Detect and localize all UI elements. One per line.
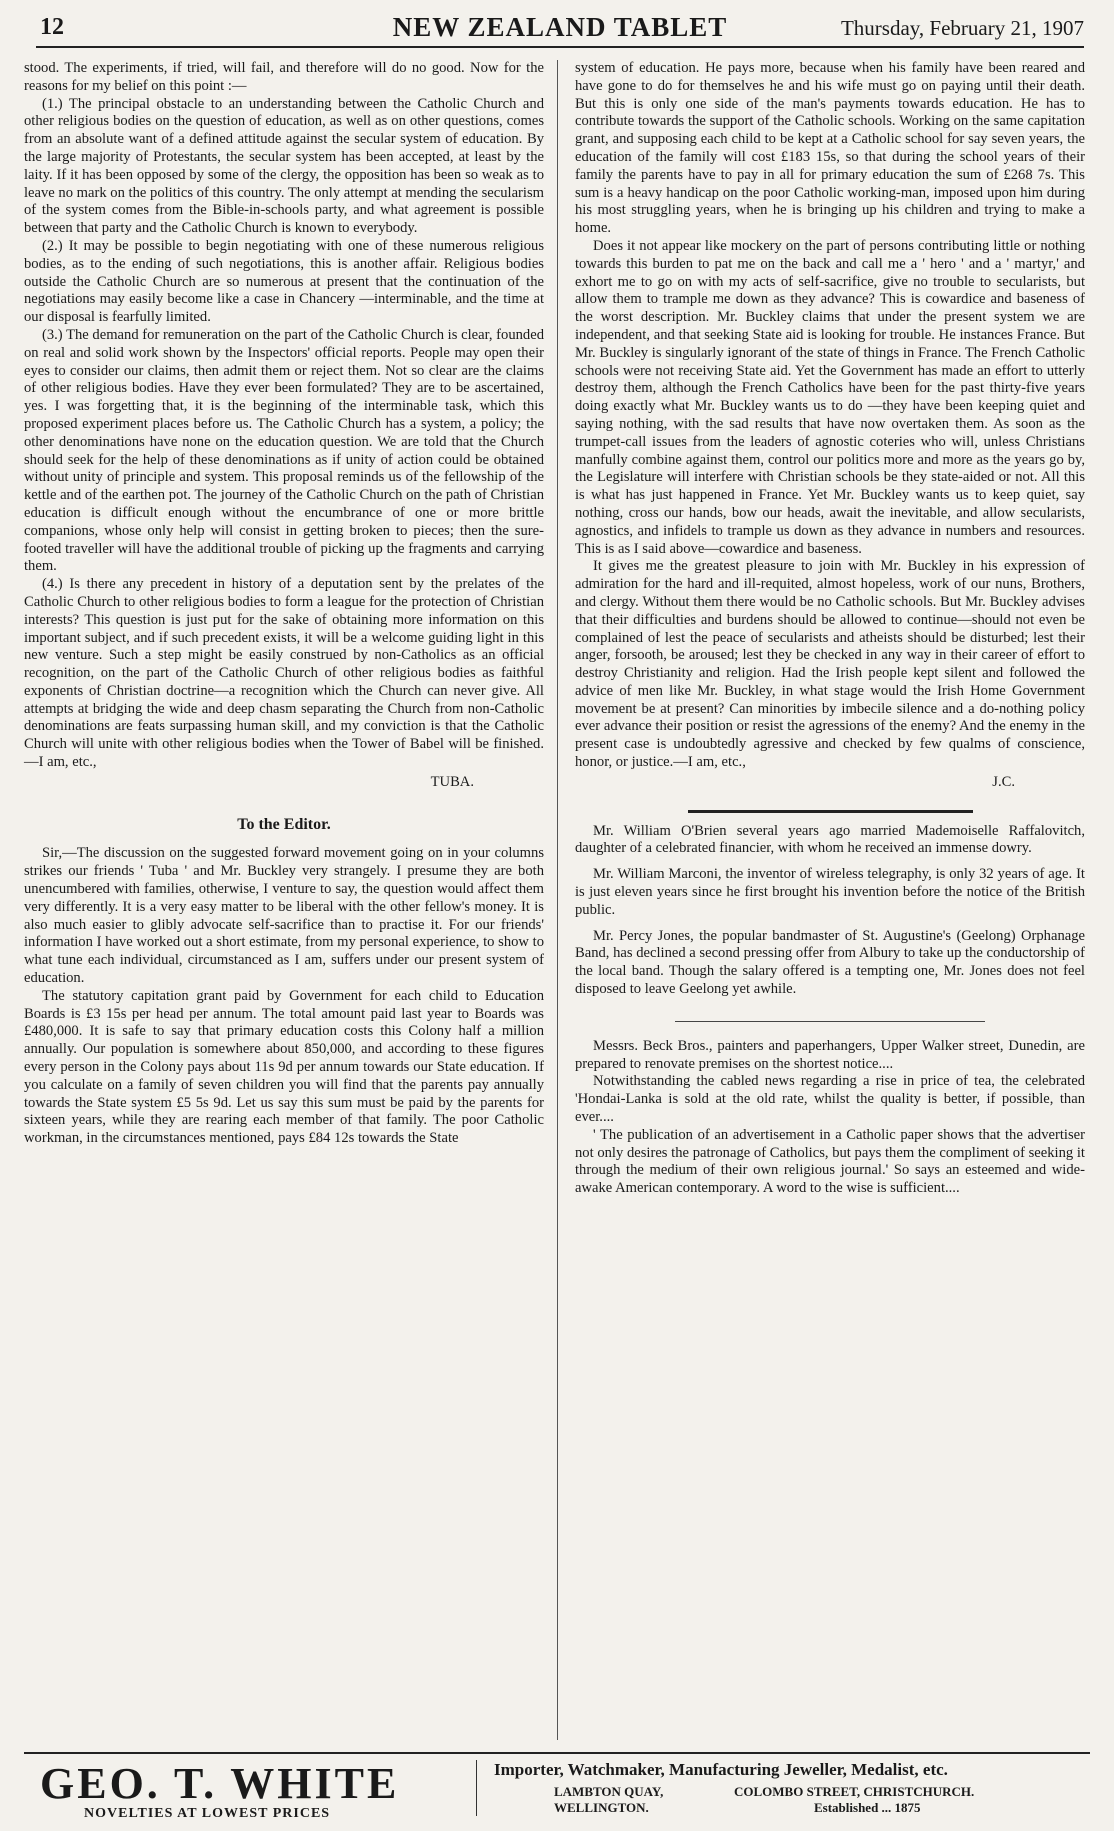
letter-heading: To the Editor. bbox=[237, 815, 331, 833]
signature-tuba: TUBA. bbox=[430, 773, 474, 790]
right-column bbox=[575, 60, 1085, 1198]
article-paragraph: (1.) The principal obstacle to an understanding between the Catholic Church and other religious bodies on the question of education, as well as on other questions, comes from an absolute want of a defined attitude against the secular system of education. By the large majority of Protestants, the secular system has been accepted, at least by the laity. If it has been opposed by some of the clergy, the opposition has been so weak as to leave no mark on the politics of this country. The only attempt at mending the secularism of the system comes from the Bible-in-schools party, and what agreement is possible between that party and the Catholic Church is known to everybody. bbox=[24, 95, 544, 237]
advertiser-name: GEO. T. WHITE bbox=[40, 1759, 400, 1808]
section-rule bbox=[688, 810, 973, 813]
advert-tagline: NOVELTIES AT LOWEST PRICES bbox=[84, 1806, 331, 1821]
news-note: Notwithstanding the cabled news regarding a rise in price of tea, the celebrated 'Hondai-Lanka is sold at the old rate, whilst the quality is better, if possible, than ever.... bbox=[575, 1073, 1085, 1126]
letter-paragraph: system of education. He pays more, because when his family have been reared and have gone to do for themselves he and his wife must go on paying until their death. But this is only one side of the man's payments towards education. He has to contribute towards the support of the Catholic schools. Working on the same capitation grant, and supposing each child to be kept at a Catholic school for say seven years, the education of the family will cost £183 15s, so that during the school years of their family the parents have to pay in all for primary education the sum of £268 7s. This sum is a heavy handicap on the poor Catholic working-man, imposed upon him during his most struggling years, when he is bringing up his children and trying to make a home. bbox=[575, 60, 1085, 237]
left-column bbox=[24, 60, 544, 1148]
article-paragraph: (2.) It may be possible to begin negotiating with one of these numerous religious bodies, as to the ending of such negotiations, this is another affair. Religious bodies outside the Catholic Church are so numerous at present that the continuation of the negotiations may easily become like a case in Chancery —interminable, and the time at our disposal is fearfully limited. bbox=[24, 237, 544, 326]
advert-city: WELLINGTON. bbox=[554, 1800, 649, 1815]
paper-title: NEW ZEALAND TABLET bbox=[392, 12, 728, 42]
advert-established: Established ... 1875 bbox=[814, 1800, 921, 1815]
news-note: Mr. William Marconi, the inventor of wireless telegraphy, is only 32 years of age. It is just eleven years since he first brought his invention before the notice of the British public. bbox=[575, 866, 1085, 918]
news-note: Mr. Percy Jones, the popular bandmaster of St. Augustine's (Geelong) Orphanage Band, has declined a second pressing offer from Albury to take up the conductorship of the local band. Though the salary offered is a tempting one, Mr. Jones does not feel disposed to leave Geelong yet awhile. bbox=[575, 927, 1085, 998]
advert-address: LAMBTON QUAY, bbox=[554, 1784, 664, 1799]
article-paragraph: (3.) The demand for remuneration on the part of the Catholic Church is clear, founded on real and solid work shown by the Inspectors' official reports. People may open their eyes to consider our claims, then admit them or reject them. Not so clear are the claims of other religious bodies. Have they ever been formulated? They are to be ascertained, yes. I was forgetting that, it is the beginning of the interminable task, which this proposed experiment places before us. The Catholic Church has a system, a policy; the other denominations have none on the education question. We are told that the Church should seek for the help of these denominations as if unity of action could be obtained without unity of principle and system. This proposal reminds us of the fellowship of the kettle and of the earthen pot. The journey of the Catholic Church on the path of Christian education is difficult enough without the encumbrance of one or more brittle companions, whose only help will consist in getting broken to pieces; then the sure-footed traveller will have the additional trouble of picking up the fragments and carrying them. bbox=[24, 326, 544, 575]
news-note: Messrs. Beck Bros., painters and paperhangers, Upper Walker street, Dunedin, are prepared to renovate premises on the shortest notice.... bbox=[575, 1037, 1085, 1072]
letter-paragraph: Sir,—The discussion on the suggested forward movement going on in your columns strikes our friends ' Tuba ' and Mr. Buckley very strangely. I presume they are both unencumbered with families, otherwise, I venture to say, the question would affect them very differently. It is a very easy matter to be liberal with the other fellow's money. It is also much easier to glibly advocate self-sacrifice than to practise it. For our friends' information I have worked out a short estimate, from my personal experience, to show to what tune each individual, circumstanced as I am, suffers under our present system of education. bbox=[24, 845, 544, 987]
advertisement bbox=[24, 1752, 1090, 1821]
letter-paragraph: It gives me the greatest pleasure to join with Mr. Buckley in his expression of admiration for the hard and ill-requited, almost hopeless, work of our nuns, Brothers, and clergy. Without them there would be no Catholic schools. But Mr. Buckley advises that their difficulties and burdens should be allowed to continue—should not even be complained of lest the peace of secularists and atheists should be disturbed; lest their anger, forsooth, be aroused; lest they be checked in any way in their career of effort to destroy Christianity and religion. Had the Irish people kept silent and followed the advice of men like Mr. Buckley, in what stage would the Irish Home Government movement be at present? Can minorities by imbecile silence and a do-nothing policy ever advance their position or resist the agressions of the enemy? And the enemy in the present case is undoubtedly agressive and checked by few qualms of conscience, honor, or justice.—I am, etc., bbox=[575, 558, 1085, 771]
article-paragraph: (4.) Is there any precedent in history of a deputation sent by the prelates of the Catholic Church to other religious bodies to form a league for the protection of Christian interests? This question is just put for the sake of obtaining more information on this important subject, and if such precedent exists, it will be a welcome guiding light in this new venture. Such a step might be easily construed by non-Catholics as an official recognition, on the part of the Catholic Church of other religious bodies as faithful exponents of Christian doctrine—a recognition which the Church can never give. All attempts at bridging the wide and deep chasm separating the Church from non-Catholic denominations are feats surpassing human skill, and my conviction is that the Catholic Church will unite with other religious bodies when the Tower of Babel will be finished.—I am, etc., bbox=[24, 576, 544, 771]
news-note: Mr. William O'Brien several years ago married Mademoiselle Raffalovitch, daughter of a celebrated financier, with whom he received an immense dowry. bbox=[575, 822, 1085, 857]
page-number: 12 bbox=[40, 14, 64, 40]
masthead bbox=[36, 12, 1084, 48]
article-paragraph: stood. The experiments, if tried, will fail, and therefore will do no good. Now for the reasons for my belief on this point :— bbox=[24, 60, 544, 94]
letter-paragraph: Does it not appear like mockery on the part of persons contributing little or nothing towards this burden to pat me on the back and call me a ' hero ' and a ' martyr,' and exhort me to go on with my acts of self-sacrifice, give no trouble to secularists, but allow them to trample me down as they advance? This is cowardice and baseness of the worst description. Mr. Buckley claims that under the present system we are independent, and that seeking State aid is looking for trouble. He instances France. But Mr. Buckley is singularly ignorant of the state of things in France. The French Catholic schools were not receiving State aid. Yet the Government has made an effort to utterly destroy them, although the French Catholics have been for the past thirty-five years doing exactly what Mr. Buckley wants us to do —they have been keeping quiet and saying nothing, with the sad results that have now overtaken them. As soon as the trumpet-call issues from the leaders of agnostic coteries who will, unless Christians manfully combine against them, control our politics more and more as the years go by, the Legislature will interfere with Christian schools be they state-aided or not. All this is what has just happened in France. Yet Mr. Buckley wants us to keep quiet, say nothing, cross our hands, bow our heads, await the inevitable, and allow secularists, agnostics, and infidels to trample us down as they advance in numbers and resources. This is as I said above—cowardice and baseness. bbox=[575, 237, 1085, 557]
column-divider bbox=[557, 60, 558, 1740]
advert-address: COLOMBO STREET, CHRISTCHURCH. bbox=[734, 1784, 975, 1799]
section-rule bbox=[675, 1021, 985, 1022]
news-note: ' The publication of an advertisement in a Catholic paper shows that the advertiser not only desires the patronage of Catholics, but pays them the compliment of seeking it through the medium of their own religious journal.' So says an esteemed and wide-awake American contemporary. A word to the wise is sufficient.... bbox=[575, 1126, 1085, 1197]
advert-divider bbox=[476, 1760, 477, 1816]
letter-paragraph: The statutory capitation grant paid by Government for each child to Education Boards is £3 15s per head per annum. The total amount paid last year to Boards was £480,000. It is safe to say that primary education costs this Colony half a million annually. Our population is somewhere about 850,000, and according to these figures every person in the Colony pays about 11s 9d per annum towards our State education. If you calculate on a family of seven children you will find that the parents pay annually towards the State system £5 5s 9d. Let us say this sum must be paid by the parents for sixteen years, while they are rearing each member of that family. The poor Catholic workman, in the circumstances mentioned, pays £84 12s towards the State bbox=[24, 987, 544, 1147]
advert-description: Importer, Watchmaker, Manufacturing Jeweller, Medalist, etc. bbox=[494, 1760, 948, 1779]
issue-date: Thursday, February 21, 1907 bbox=[840, 16, 1084, 40]
signature-jc: J.C. bbox=[992, 773, 1015, 790]
